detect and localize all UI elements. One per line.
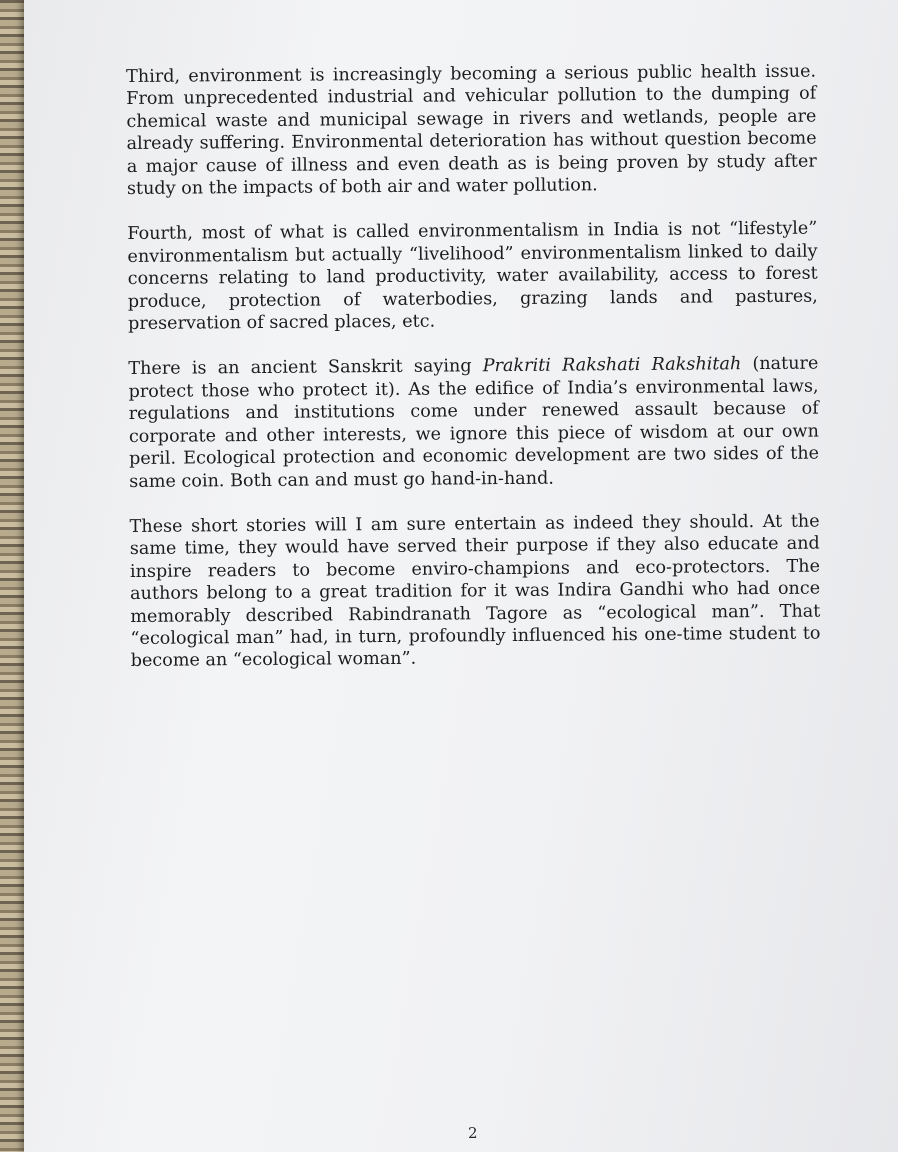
paragraph-sanskrit-saying-lead: There is an ancient Sanskrit saying bbox=[128, 356, 483, 380]
body-text bbox=[126, 61, 821, 696]
document-page bbox=[24, 0, 898, 1152]
sanskrit-phrase: Prakriti Rakshati Rakshitah bbox=[482, 354, 742, 377]
paragraph-third: Third, environment is increasingly becoming a serious public health issue. From unprecedented industrial and vehicular pollution to the dumping of chemical waste and municipal sewage in rivers and wetlands, people are already suffering. Environmental deterioration has without question become a major cause of illness and even death as is being proven by study after study on the impacts of both air and water pollution. bbox=[126, 61, 817, 200]
page-number: 2 bbox=[468, 1124, 478, 1142]
paragraph-sanskrit-saying-rest: (nature protect those who protect it). As the edifice of India’s environmental laws, regulations and institutions come under renewed assault because of corporate and other interests, we ignore this piece of wisdom at our own peril. Ecological protection and economic development are two sides of the same coin. Both can and must go hand-in-hand. bbox=[128, 354, 820, 492]
paragraph-fourth: Fourth, most of what is called environmentalism in India is not “lifestyle” environmentalism but actually “livelihood” environmentalism linked to daily concerns relating to land productivity, water availability, access to forest produce, protection of waterbodies, grazing lands and pastures, preservation of sacred places, etc. bbox=[127, 219, 818, 335]
paragraph-sanskrit-saying bbox=[128, 353, 819, 493]
paragraph-short-stories: These short stories will I am sure entertain as indeed they should. At the same time, they would have served their purpose if they also educate and inspire readers to become enviro-champions and eco-protectors. The authors belong to a great tradition for it was Indira Gandhi who had once memorably described Rabindranath Tagore as “ecological man”. That “ecological man” had, in turn, profoundly influenced his one-time student to become an “ecological woman”. bbox=[129, 511, 821, 672]
